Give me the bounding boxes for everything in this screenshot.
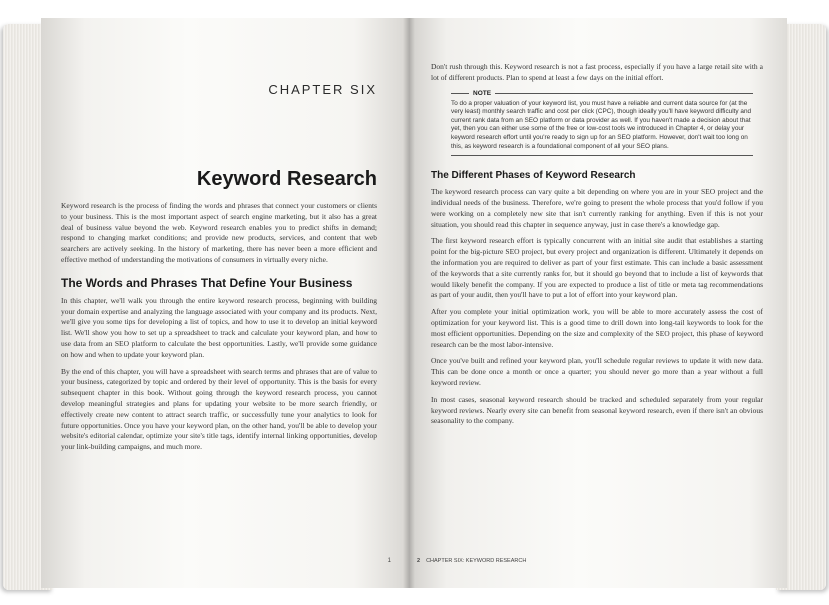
paragraph: In this chapter, we'll walk you through the entire keyword research process, beginning with building your domain expertise and analyzing the language associated with your company and its products. Next, we'll give you some tips for developing a list of topics, and how to use it to develop an initial keyword list. We'll show you how to set up a spreadsheet to track and calculate your keyword plan, and how to use data from an SEO platform to calculate the best opportunities. Lastly, we'll provide some guidance on how and when to update your keyword plan. (61, 295, 377, 359)
note-label: NOTE (473, 89, 492, 97)
section-heading-right: The Different Phases of Keyword Research (431, 170, 636, 182)
running-footer (417, 558, 526, 564)
section-heading-left: The Words and Phrases That Define Your Business (61, 275, 353, 290)
note-box (451, 90, 753, 157)
opening-paragraph: Don't rush through this. Keyword research is not a fast process, especially if you have a large retail site with a lot of different products. Plan to spend at least a few days on the initial effort. (431, 62, 763, 82)
open-book (3, 18, 826, 598)
note-header (451, 90, 753, 97)
note-rule-bottom (451, 155, 753, 156)
chapter-label: CHAPTER SIX (268, 82, 377, 97)
paragraph: Once you've built and refined your keyword plan, you'll schedule regular reviews to update it with new data. This can be done once a month or once a quarter; you should never go more than a year without a full keyword review. (431, 356, 763, 387)
footer-chapter-title: CHAPTER SIX: KEYWORD RESEARCH (426, 558, 527, 564)
note-rule (495, 93, 753, 94)
left-page (41, 18, 409, 588)
chapter-title: Keyword Research (196, 168, 377, 190)
book-spine-shadow (403, 18, 415, 588)
paragraph: After you complete your initial optimization work, you will be able to more accurately assess the cost of optimization for your keyword list. This is a good time to drill down into long-tail keywords to look for the most efficient opportunities. Depending on the size and complexity of the SEO project, this phase of keyword research can be the most labor-intensive. (431, 307, 763, 349)
paragraph: In most cases, seasonal keyword research should be tracked and scheduled separately from your regular keyword reviews. Nearly every site can benefit from seasonal keyword research, even if there isn't an obvious seasonality to the company. (431, 394, 763, 426)
left-column (61, 201, 377, 459)
paragraph: By the end of this chapter, you will have a spreadsheet with search terms and phrases that are of value to your business, categorized by topic and ordered by their level of opportunity. This is the basis for every subsequent chapter in this book. Without going through the keyword research process, you cannot develop meaningful strategies and plans for updating your website to be more search friendly, or effectively create new content to attract search traffic, or successfully tune your analytics to look for future opportunities. Once you have your keyword plan, on the other hand, you'll be able to develop your website's editorial calendar, optimize your site's title tags, identify internal linking opportunities, develop your link-building campaigns, and much more. (61, 366, 377, 452)
paragraph: The keyword research process can vary quite a bit depending on where you are in your SEO project and the individual needs of the business. Therefore, we're going to present the whole process that you'd follow if you were working on a completely new site that isn't currently ranking for anything. Even if this is not your situation, you should read this chapter in sequence anyway, just in case there's a knowledge gap. (431, 187, 763, 229)
intro-paragraph: Keyword research is the process of finding the words and phrases that connect your customers or clients to your business. This is the most important aspect of search engine marketing, but it also has a great deal of business value beyond the web. Keyword research enables you to predict shifts in demand; respond to changing market conditions; and provide new products, services, and content that web searchers are actively seeking. In the history of marketing, there has never been a more efficient and effective method of understanding the motivations of consumers in virtually every niche. (61, 201, 377, 264)
right-column (431, 62, 763, 433)
page-number-right: 2 (417, 558, 421, 564)
note-text: To do a proper valuation of your keyword list, you must have a reliable and current data source for (at the very least) monthly search traffic and cost per click (CPC), though ideally you'll have keyword difficulty and current rank data from an SEO platform or data provider as well. If you haven't made a decision about that yet, then you can either use some of the free or low-cost tools we introduced in Chapter 4, or delay your keyword research effort until you're ready to sign up for an SEO platform. However, don't wait too long on this, as keyword research is a foundational component of all your SEO plans. (451, 99, 752, 150)
note-rule (451, 93, 469, 94)
right-page (409, 18, 787, 588)
page-number-left: 1 (387, 558, 391, 564)
paragraph: The first keyword research effort is typically concurrent with an initial site audit that establishes a starting point for the big-picture SEO project, but every project and organization is different. Ultimately it depends on the information you are required to deliver as part of your first estimate. This can include a basic assessment of the keywords that a site currently ranks for, but it should go beyond that to include a list of keywords that would likely benefit the company. If you are expected to produce a list of title or meta tag recommendations as part of your audit, then you'll have to put a lot of effort into your keyword plan. (431, 236, 763, 300)
